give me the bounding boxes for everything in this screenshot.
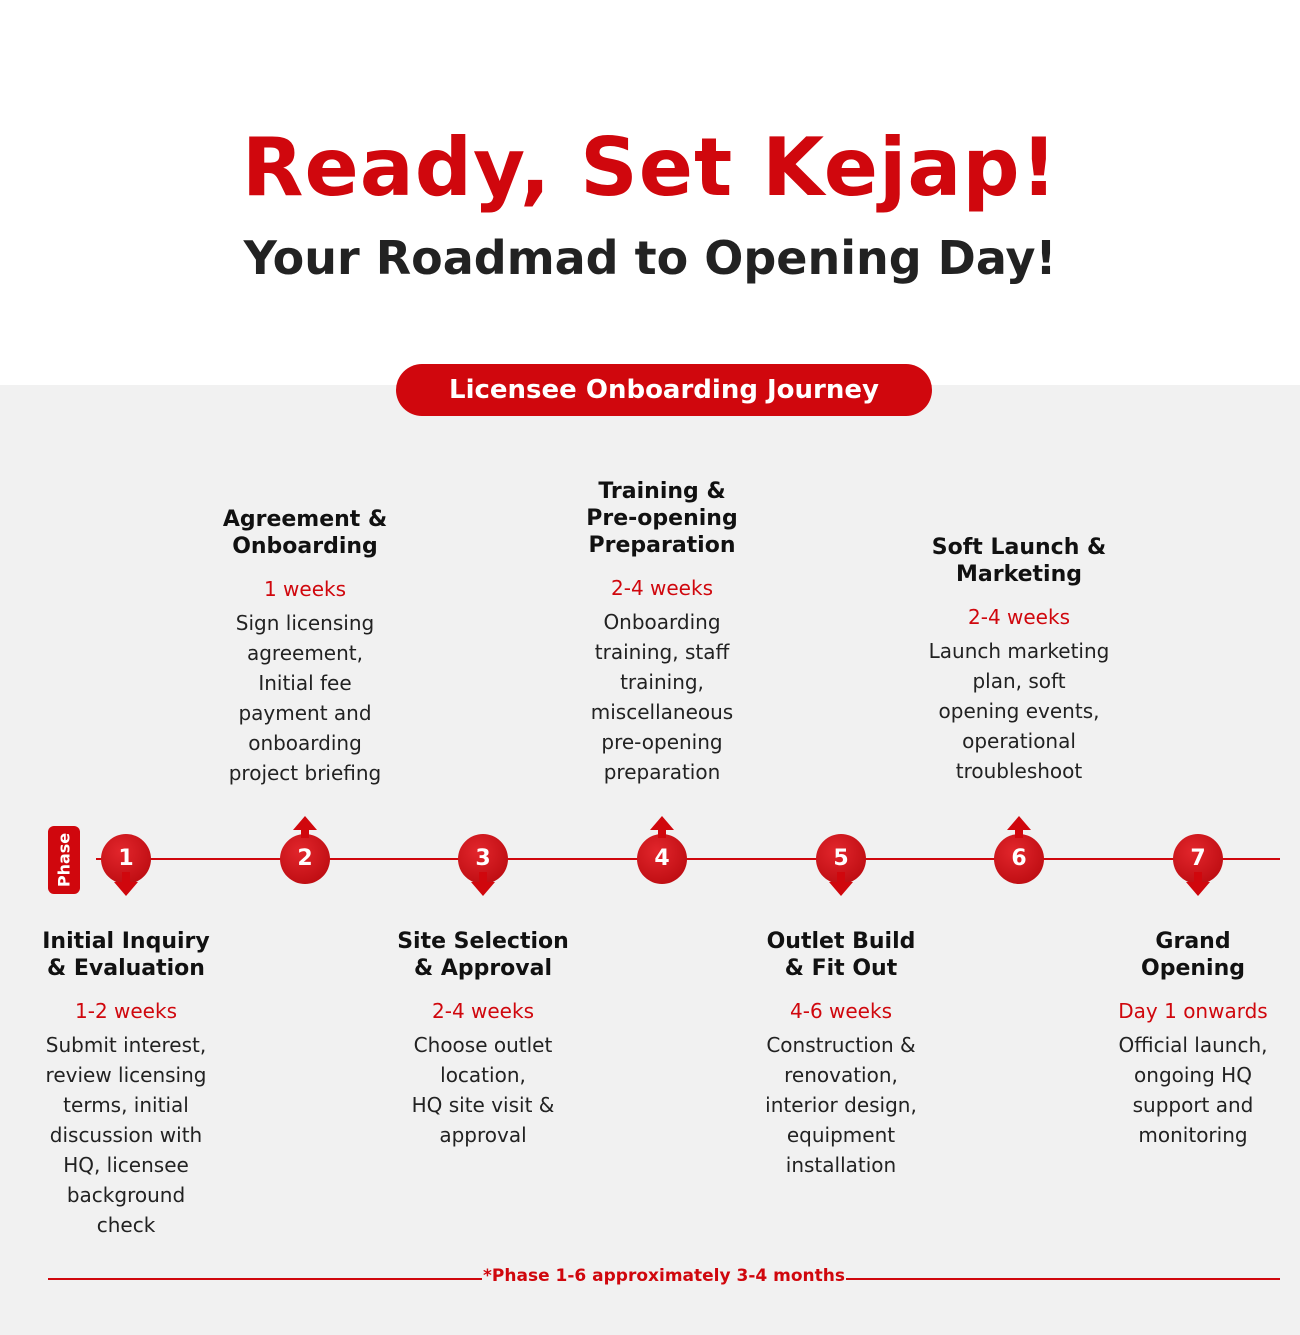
step-description: Choose outlet location, HQ site visit & approval <box>411 1033 555 1147</box>
step-description: Onboarding training, staff training, miscellaneous pre-opening preparation <box>590 610 734 784</box>
page-title: Ready, Set Kejap! <box>241 121 1059 214</box>
step-duration: 2-4 weeks <box>611 576 713 600</box>
step-3 <box>378 928 588 1150</box>
step-duration: 1 weeks <box>263 577 347 601</box>
step-title: Initial Inquiry & Evaluation <box>42 929 210 981</box>
step-5 <box>736 928 946 1180</box>
step-7 <box>1088 928 1298 1150</box>
step-title: Training & Pre-opening Preparation <box>586 479 738 558</box>
arrow-down-icon <box>471 882 495 896</box>
step-description: Construction & renovation, interior design, equipment installation <box>765 1033 917 1177</box>
phase-node-3: 3 <box>458 834 508 884</box>
step-title: Outlet Build & Fit Out <box>766 929 916 981</box>
step-2 <box>200 506 410 788</box>
journey-label-pill: Licensee Onboarding Journey <box>396 364 932 416</box>
footer-divider-left <box>48 1278 482 1280</box>
arrow-down-icon <box>1186 882 1210 896</box>
arrow-down-icon <box>829 882 853 896</box>
phase-label: Phase <box>54 832 74 888</box>
step-1 <box>21 928 231 1240</box>
step-title: Site Selection & Approval <box>397 929 569 981</box>
phase-node-2: 2 <box>280 834 330 884</box>
step-description: Launch marketing plan, soft opening events, operational troubleshoot <box>928 639 1110 783</box>
step-6 <box>914 534 1124 786</box>
footer-note: *Phase 1-6 approximately 3-4 months <box>483 1266 845 1286</box>
arrow-up-icon <box>650 816 674 830</box>
step-title: Grand Opening <box>1141 929 1245 981</box>
step-duration: 4-6 weeks <box>790 999 892 1023</box>
step-duration: Day 1 onwards <box>1118 999 1268 1023</box>
footer-divider-right <box>846 1278 1280 1280</box>
page-subtitle: Your Roadmad to Opening Day! <box>243 231 1057 285</box>
phase-node-6: 6 <box>994 834 1044 884</box>
step-duration: 1-2 weeks <box>75 999 177 1023</box>
step-description: Submit interest, review licensing terms, initial discussion with HQ, licensee background check <box>45 1033 207 1237</box>
phase-tag <box>48 826 80 894</box>
arrow-down-icon <box>114 882 138 896</box>
arrow-up-icon <box>1007 816 1031 830</box>
phase-node-1: 1 <box>101 834 151 884</box>
step-description: Official launch, ongoing HQ support and monitoring <box>1118 1033 1268 1147</box>
step-4 <box>557 478 767 787</box>
step-title: Agreement & Onboarding <box>222 507 388 559</box>
step-description: Sign licensing agreement, Initial fee payment and onboarding project briefing <box>228 611 382 785</box>
step-title: Soft Launch & Marketing <box>931 535 1107 587</box>
timeline-line <box>96 858 1280 860</box>
step-duration: 2-4 weeks <box>432 999 534 1023</box>
step-duration: 2-4 weeks <box>968 605 1070 629</box>
phase-node-7: 7 <box>1173 834 1223 884</box>
arrow-up-icon <box>293 816 317 830</box>
phase-node-4: 4 <box>637 834 687 884</box>
phase-node-5: 5 <box>816 834 866 884</box>
